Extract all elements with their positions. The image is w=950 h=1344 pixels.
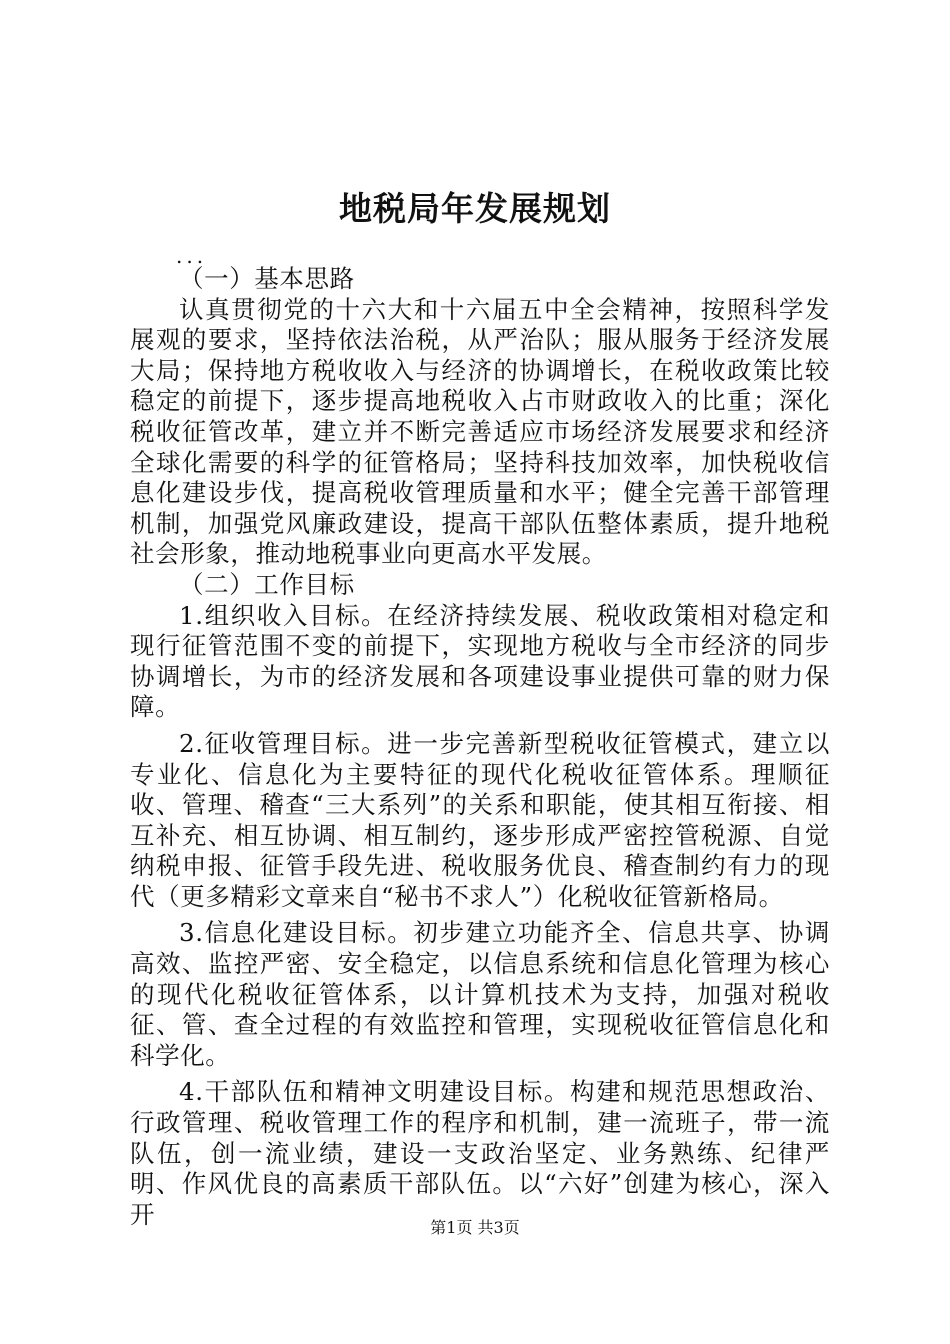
paragraph-goal-revenue: 1.组织收入目标。在经济持续发展、税收政策相对稳定和现行征管范围不变的前提下，实现地方税收与全市经济的同步协调增长，为市的经济发展和各项建设事业提供可靠的财力保障。 (130, 600, 830, 722)
page-number-footer: 第1页 共3页 (430, 1218, 520, 1237)
paragraph-goal-collection: 2.征收管理目标。进一步完善新型税收征管模式，建立以专业化、信息化为主要特征的现代化税收征管体系。理顺征收、管理、稽查“三大系列”的关系和职能，使其相互衔接、相互补充、相互协调、相互制约，逐步形成严密控管税源、自觉纳税申报、征管手段先进、税收服务优良、稽查制约有力的现代（更多精彩文章来自“秘书不求人”）化税收征管新格局。 (130, 728, 830, 911)
paragraph-goal-staff: 4.干部队伍和精神文明建设目标。构建和规范思想政治、行政管理、税收管理工作的程序和机制，建一流班子，带一流队伍，创一流业绩，建设一支政治坚定、业务熟练、纪律严明、作风优良的高素质干部队伍。以“六好”创建为核心，深入开 (130, 1077, 830, 1229)
document-body (130, 264, 830, 1230)
paragraph-basic-approach: 认真贯彻党的十六大和十六届五中全会精神，按照科学发展观的要求，坚持依法治税，从严治队；服从服务于经济发展大局；保持地方税收收入与经济的协调增长，在税收政策比较稳定的前提下，逐步提高地税收入占市财政收入的比重；深化税收征管改革，建立并不断完善适应市场经济发展要求和经济全球化需要的科学的征管格局；坚持科技加效率，加快税收信息化建设步伐，提高税收管理质量和水平；健全完善干部管理机制，加强党风廉政建设，提高干部队伍整体素质，提升地税社会形象，推动地税事业向更高水平发展。 (130, 294, 830, 569)
document-title: 地税局年发展规划 (339, 189, 611, 228)
ellipsis-mark: ... (176, 244, 208, 268)
section-heading-work-goals: （二）工作目标 (179, 569, 355, 599)
paragraph-goal-informatization: 3.信息化建设目标。初步建立功能齐全、信息共享、协调高效、监控严密、安全稳定，以信息系统和信息化管理为核心的现代化税收征管体系，以计算机技术为支持，加强对税收征、管、查全过程的有效监控和管理，实现税收征管信息化和科学化。 (130, 918, 830, 1070)
section-heading-basic-approach: （一）基本思路 (179, 264, 355, 293)
